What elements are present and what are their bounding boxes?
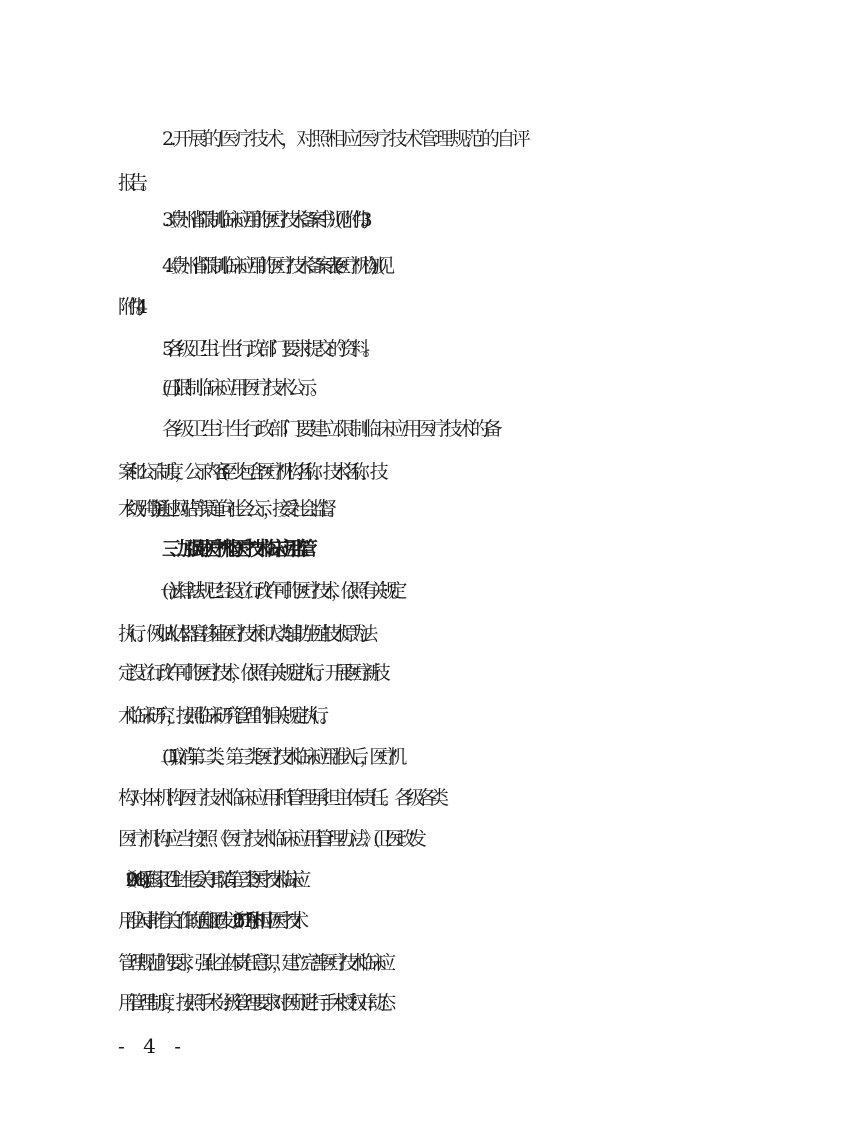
text-line	[0, 742, 850, 772]
text-line	[0, 205, 850, 235]
paragraph-text: 附件4)。	[118, 296, 145, 318]
text-line	[0, 619, 850, 649]
paragraph-text: 3.《贵州省限制临床应用的医疗技术备案书》(见附件3)。	[162, 209, 370, 231]
paragraph-text: (一)法律法规已经设立行政许可的医疗技术，依照有关规定	[162, 580, 399, 602]
paragraph-text: (五)限制临床应用医疗技术公示。	[162, 377, 322, 399]
text-line	[0, 414, 850, 444]
paragraph-text: 5.各级卫生计生行政部门要求提交的资料。	[162, 338, 375, 360]
paragraph-text: 4.《贵州省限制临床应用的医疗技术备案表(医疗机构)》(见	[162, 255, 386, 277]
section-heading-text: 三、加强对医疗机构医疗技术临床应用监管	[162, 538, 307, 560]
section-heading	[0, 534, 850, 564]
paragraph-text: 2.开展的医疗技术，对照相应医疗技术管理规范的自评	[162, 128, 528, 150]
text-line	[0, 494, 850, 524]
text-line	[0, 824, 850, 854]
paragraph-text: 用准入审批有关工作的通知》(国发〔2015〕71号)和相应医疗技术	[118, 910, 298, 932]
paragraph-text: 案和公示制度，公示内容(至少包含医疗机构名称、技术名称、技	[118, 461, 380, 483]
text-line	[0, 865, 850, 895]
paragraph-text: (二)取消第二类、第三类医疗技术临床应用准入后，医疗机	[162, 746, 399, 768]
text-line	[0, 948, 850, 978]
paragraph-text: 用管理制度，按照手术分级管理要求对医师进行手术授权并动态	[118, 992, 387, 1014]
text-line	[0, 251, 850, 281]
paragraph-text: 术临床研究，按照临床研究管理的相关规定执行。	[118, 705, 330, 727]
paragraph-text: 定设立行政许可的医疗技术，依照有关规定执行。开展医疗新技	[118, 662, 382, 684]
paragraph-text: 医疗机构应当按照《医疗技术临床应用管理办法》(卫医政发	[118, 828, 420, 850]
text-line	[0, 373, 850, 403]
paragraph-text: 构对本机构医疗技术临床应用和管理承担主体责任。各级各类	[118, 787, 443, 809]
text-line	[0, 701, 850, 731]
paragraph-text: 执行。例如:人体器官移植医疗技术和人类辅助生殖技术原为法	[118, 623, 369, 645]
text-line	[0, 658, 850, 688]
paragraph-text: 管理规范的要求，强化主体责任意识，建立完善医疗技术临床应	[118, 952, 387, 974]
text-line	[0, 168, 850, 198]
paragraph-text: 〔2009〕18号)、《国家卫生计生委关于取消第三类医疗技术临床应	[118, 869, 300, 891]
text-line	[0, 576, 850, 606]
text-line	[0, 783, 850, 813]
paragraph-text: 各级卫生计生行政部门要建立限制临床应用医疗技术的备	[162, 418, 498, 440]
text-line	[0, 292, 850, 322]
text-line	[0, 457, 850, 487]
page-number: - 4 -	[118, 1034, 187, 1058]
text-line	[0, 988, 850, 1018]
paragraph-text: 术级别等)通过网站等渠道向社会公示，接受社会监督。	[118, 498, 337, 520]
paragraph-text: 报告。	[118, 172, 152, 194]
text-line	[0, 334, 850, 364]
text-line	[0, 906, 850, 936]
text-line	[0, 124, 850, 154]
